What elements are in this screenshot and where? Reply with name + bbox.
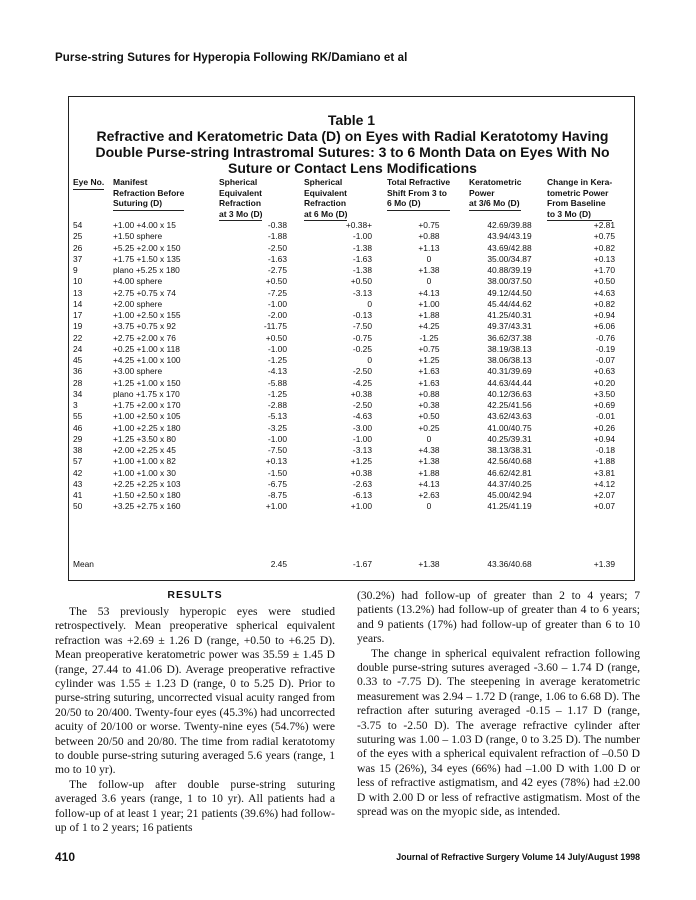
cell-sph6: -4.25	[352, 377, 372, 388]
cell-eye: 25	[73, 231, 83, 242]
cell-change: +2.81	[593, 220, 615, 230]
cell-change: +0.26	[593, 422, 615, 433]
cell-sph3: -2.75	[267, 265, 287, 275]
mean-sph3: 2.45	[270, 559, 287, 569]
table-row	[69, 231, 634, 242]
cell-manifest: +1.50 sphere	[113, 231, 163, 242]
cell-kera: 42.25/41.56	[487, 400, 532, 410]
cell-sph3: -2.50	[267, 242, 287, 253]
cell-eye: 26	[73, 242, 83, 253]
cell-eye: 42	[73, 467, 83, 478]
cell-sph3: -4.13	[267, 366, 287, 377]
table-row	[69, 299, 634, 310]
header-kera: Keratometric Power at 3/6 Mo (D)	[469, 177, 521, 211]
cell-manifest: +2.00 +2.25 x 45	[113, 445, 176, 455]
table-row	[69, 434, 634, 445]
table-row	[69, 276, 634, 287]
cell-sph6: -1.00	[352, 231, 372, 242]
cell-manifest: +5.25 +2.00 x 150	[113, 242, 181, 253]
cell-eye: 29	[73, 433, 83, 444]
cell-change: +0.69	[593, 400, 615, 410]
cell-eye: 46	[73, 422, 83, 433]
cell-sph3: -1.88	[267, 231, 287, 242]
cell-sph3: -11.75	[263, 321, 287, 332]
cell-change: -0.01	[595, 411, 615, 422]
cell-kera: 45.00/42.94	[487, 490, 532, 500]
cell-eye: 22	[73, 332, 83, 343]
cell-sph6: -6.13	[352, 490, 372, 500]
header-sph6: Spherical Equivalent Refraction at 6 Mo (D)	[304, 177, 347, 221]
cell-eye: 50	[73, 501, 83, 512]
table-title: Refractive and Keratometric Data (D) on Eyes with Radial Keratotomy Having Double Purse-string Intrastromal Sutures: 3 to 6 Month Data on Eyes With No Suture or Contact Lens Modifications	[95, 128, 610, 176]
cell-manifest: +1.00 +1.00 x 82	[113, 456, 176, 467]
cell-change: +3.81	[593, 467, 615, 478]
cell-kera: 45.44/44.62	[487, 298, 532, 309]
cell-sph3: -1.00	[267, 433, 287, 444]
cell-shift: +0.25	[418, 422, 440, 433]
cell-manifest: +1.50 +2.50 x 180	[113, 490, 181, 500]
cell-kera: 49.12/44.50	[487, 287, 532, 298]
cell-sph3: -3.25	[267, 422, 287, 433]
cell-change: +0.94	[593, 310, 615, 320]
cell-manifest: +0.25 +1.00 x 118	[113, 343, 180, 354]
cell-manifest: +2.75 +2.00 x 76	[113, 332, 176, 343]
cell-shift: +1.88	[418, 467, 440, 478]
cell-shift: +1.38	[418, 265, 440, 275]
cell-manifest: +1.75 +1.50 x 135	[113, 253, 181, 264]
header-shift: Total Refractive Shift From 3 to 6 Mo (D)	[387, 177, 450, 211]
cell-eye: 3	[73, 400, 78, 410]
cell-eye: 34	[73, 388, 83, 399]
cell-sph6: -7.50	[352, 321, 372, 332]
cell-sph3: -7.25	[267, 287, 287, 298]
cell-kera: 38.06/38.13	[487, 355, 532, 365]
cell-sph6: -2.50	[352, 366, 372, 377]
cell-kera: 43.69/42.88	[487, 242, 532, 253]
mean-change: +1.39	[593, 559, 615, 569]
cell-shift: +1.25	[418, 355, 440, 365]
cell-shift: 0	[426, 253, 432, 264]
cell-manifest: +1.25 +3.50 x 80	[113, 433, 176, 444]
cell-sph6: -0.13	[352, 310, 372, 320]
cell-sph3: -2.00	[267, 310, 287, 320]
cell-shift: +0.50	[418, 411, 440, 422]
cell-sph6: -2.50	[352, 400, 372, 410]
cell-manifest: +1.00 +2.25 x 180	[113, 422, 181, 433]
cell-kera: 41.25/41.19	[487, 501, 532, 512]
cell-eye: 36	[73, 366, 83, 377]
cell-eye: 19	[73, 321, 83, 332]
cell-manifest: +4.25 +1.00 x 100	[113, 355, 181, 365]
paragraph: (30.2%) had follow-up of greater than 2 to 4 years; 7 patients (13.2%) had follow-up of greater than 4 to 6 years; and 9 patients (17%) had follow-up of greater than 6 to 10 years.	[357, 589, 640, 646]
cell-change: +0.82	[593, 242, 615, 253]
cell-manifest: +1.75 +2.00 x 170	[113, 400, 181, 410]
cell-kera: 41.00/40.75	[487, 422, 532, 433]
cell-change: +6.06	[593, 321, 615, 332]
table-row	[69, 288, 634, 299]
cell-sph3: -6.75	[267, 478, 287, 489]
cell-sph3: +0.13	[265, 456, 287, 467]
cell-shift: +2.63	[418, 490, 440, 500]
cell-sph6: -2.63	[352, 478, 372, 489]
cell-sph6: +0.38+	[345, 220, 372, 230]
cell-sph6: 0	[367, 298, 372, 309]
cell-sph3: -0.38	[267, 220, 287, 230]
cell-change: +0.13	[593, 253, 615, 264]
cell-change: +0.63	[593, 366, 615, 377]
cell-eye: 10	[73, 276, 83, 287]
table-row	[69, 490, 634, 501]
cell-sph6: +0.38	[350, 467, 372, 478]
paragraph: The 53 previously hyperopic eyes were studied retrospectively. Mean preoperative spherical equivalent refraction was +2.69 ± 1.26 D (range, +0.50 to +6.25 D). Mean preoperative keratometric power was 35.59 ± 1.45 D (range, 27.44 to 41.06 D). Average preoperative refractive cylinder was 1.55 ± 1.23 D (range, 0 to 5.25 D). Prior to purse-string suturing, uncorrected visual acuity ranged from 20/50 to 20/400. Twenty-four eyes (45.3%) had uncorrected acuity of 20/100 or worse. Twenty-nine eyes (54.7%) were between 20/50 and 20/80. The time from radial keratotomy to double purse-string suturing averaged 5.6 years (range, 1 mo to 10 yr).	[55, 605, 335, 777]
cell-eye: 17	[73, 310, 83, 320]
table-row	[69, 321, 634, 332]
cell-eye: 41	[73, 490, 83, 500]
cell-shift: 0	[426, 276, 432, 287]
table-row	[69, 389, 634, 400]
cell-change: +4.12	[593, 478, 615, 489]
cell-shift: +1.38	[418, 456, 440, 467]
cell-kera: 41.25/40.31	[487, 310, 532, 320]
cell-sph6: -3.13	[352, 287, 372, 298]
cell-sph6: -3.13	[352, 445, 372, 455]
cell-sph3: -5.88	[267, 377, 287, 388]
cell-kera: 36.62/37.38	[487, 332, 532, 343]
cell-change: -0.76	[595, 332, 615, 343]
cell-change: +0.07	[593, 501, 615, 512]
table-row	[69, 501, 634, 512]
cell-sph6: -3.00	[352, 422, 372, 433]
cell-shift: 0	[426, 433, 432, 444]
table-row	[69, 310, 634, 321]
cell-eye: 37	[73, 253, 83, 264]
cell-manifest: +4.00 sphere	[113, 276, 163, 287]
cell-eye: 28	[73, 377, 83, 388]
cell-kera: 44.37/40.25	[487, 478, 532, 489]
table-row	[69, 333, 634, 344]
page-number: 410	[55, 850, 76, 864]
cell-kera: 43.62/43.63	[487, 411, 532, 422]
cell-manifest: +3.75 +0.75 x 92	[113, 321, 176, 332]
table-row	[69, 423, 634, 434]
table-row	[69, 468, 634, 479]
cell-kera: 40.31/39.69	[487, 366, 532, 377]
cell-change: -0.18	[595, 445, 615, 455]
cell-change: -0.19	[595, 343, 615, 354]
cell-sph6: +0.50	[350, 276, 372, 287]
cell-shift: +0.75	[418, 343, 440, 354]
cell-change: +0.20	[593, 377, 615, 388]
cell-kera: 46.62/42.81	[487, 467, 532, 478]
cell-sph3: -1.63	[267, 253, 287, 264]
cell-kera: 38.19/38.13	[487, 343, 532, 354]
cell-shift: +4.13	[418, 478, 440, 489]
cell-sph3: +0.50	[265, 276, 287, 287]
table-row	[69, 265, 634, 276]
header-change: Change in Kera- tometric Power From Baseline to 3 Mo (D)	[547, 177, 612, 221]
table-row	[69, 479, 634, 490]
cell-eye: 38	[73, 445, 83, 455]
cell-eye: 54	[73, 220, 83, 230]
mean-shift: +1.38	[418, 559, 440, 569]
journal-footer: Journal of Refractive Surgery Volume 14 July/August 1998	[396, 852, 640, 862]
mean-sph6: -1.67	[352, 559, 372, 569]
cell-sph6: -0.25	[352, 343, 372, 354]
table-row	[69, 220, 634, 231]
cell-shift: -1.25	[419, 332, 439, 343]
cell-kera: 35.00/34.87	[487, 253, 532, 264]
cell-eye: 55	[73, 411, 83, 422]
cell-shift: +0.88	[418, 231, 440, 242]
cell-change: +3.50	[593, 388, 615, 399]
cell-change: +4.63	[593, 287, 615, 298]
cell-shift: +4.25	[418, 321, 440, 332]
cell-shift: +4.13	[418, 287, 440, 298]
header-eye: Eye No.	[73, 177, 104, 190]
table-row	[69, 378, 634, 389]
cell-eye: 9	[73, 265, 78, 275]
cell-shift: +1.13	[418, 242, 440, 253]
cell-manifest: +3.25 +2.75 x 160	[113, 501, 181, 512]
table-row	[69, 355, 634, 366]
cell-kera: 43.94/43.19	[487, 231, 532, 242]
cell-sph3: -8.75	[267, 490, 287, 500]
cell-sph3: -2.88	[267, 400, 287, 410]
cell-shift: +1.88	[418, 310, 440, 320]
cell-eye: 24	[73, 343, 83, 354]
cell-manifest: +1.00 +1.00 x 30	[113, 467, 176, 478]
header-sph3: Spherical Equivalent Refraction at 3 Mo (D)	[219, 177, 262, 221]
cell-eye: 13	[73, 287, 83, 298]
mean-kera: 43.36/40.68	[487, 559, 532, 569]
cell-sph3: +1.00	[265, 501, 287, 512]
cell-shift: +1.63	[418, 366, 440, 377]
cell-sph3: -7.50	[267, 445, 287, 455]
text-column-left	[55, 589, 335, 836]
cell-sph3: -1.25	[267, 355, 287, 365]
cell-shift: +0.75	[418, 220, 440, 230]
data-table	[68, 96, 635, 581]
cell-change: +0.50	[593, 276, 615, 287]
cell-kera: 38.00/37.50	[487, 276, 532, 287]
cell-sph6: +1.25	[350, 456, 372, 467]
cell-sph6: -1.00	[352, 433, 372, 444]
cell-shift: +1.63	[418, 377, 440, 388]
cell-shift: +0.88	[418, 388, 440, 399]
cell-sph3: -1.50	[267, 467, 287, 478]
cell-change: +2.07	[593, 490, 615, 500]
cell-manifest: +1.00 +2.50 x 155	[113, 310, 181, 320]
cell-shift: +0.38	[418, 400, 440, 410]
cell-sph3: -5.13	[267, 411, 287, 422]
cell-sph6: 0	[367, 355, 372, 365]
cell-sph6: +0.38	[350, 388, 372, 399]
cell-sph6: -1.38	[352, 265, 372, 275]
table-row	[69, 254, 634, 265]
cell-kera: 38.13/38.31	[487, 445, 532, 455]
table-row	[69, 243, 634, 254]
mean-label: Mean	[73, 559, 94, 569]
cell-kera: 40.88/39.19	[487, 265, 532, 275]
cell-manifest: +2.00 sphere	[113, 298, 163, 309]
cell-sph6: -0.75	[352, 332, 372, 343]
table-row	[69, 366, 634, 377]
results-heading: RESULTS	[167, 589, 223, 601]
table-row	[69, 445, 634, 456]
cell-eye: 57	[73, 456, 83, 467]
running-head: Purse-string Sutures for Hyperopia Following RK/Damiano et al	[55, 52, 408, 64]
cell-sph6: +1.00	[350, 501, 372, 512]
table-row	[69, 411, 634, 422]
cell-change: +0.75	[593, 231, 615, 242]
cell-change: +1.88	[593, 456, 615, 467]
cell-eye: 14	[73, 298, 83, 309]
cell-kera: 40.12/36.63	[487, 388, 532, 399]
table-row	[69, 344, 634, 355]
cell-sph6: -1.63	[352, 253, 372, 264]
table-body	[69, 220, 634, 513]
cell-manifest: +1.25 +1.00 x 150	[113, 377, 181, 388]
cell-sph3: -1.00	[267, 298, 287, 309]
cell-change: +0.82	[593, 298, 615, 309]
paragraph: The follow-up after double purse-string suturing averaged 3.6 years (range, 1 to 10 yr). All patients had a follow-up of at least 1 year; 21 patients (39.6%) had follow-up of 1 to 2 years; 16 patients	[55, 777, 335, 835]
cell-kera: 44.63/44.44	[487, 377, 532, 388]
cell-shift: +1.00	[418, 298, 440, 309]
cell-sph6: -1.38	[352, 242, 372, 253]
cell-manifest: +1.00 +4.00 x 15	[113, 220, 176, 230]
cell-sph6: -4.63	[352, 411, 372, 422]
cell-sph3: +0.50	[265, 332, 287, 343]
paragraph: The change in spherical equivalent refraction following double purse-string sutures averaged -3.60 – 1.74 D (range, 0.33 to -7.75 D). The steepening in average keratometric measurement was 2.94 – 1.72 D (range, 1.06 to 6.68 D). The refraction after suturing averaged -0.15 – 1.17 D (range, -3.75 to -2.50 D). The average refractive cylinder after suturing was 1.00 – 1.03 D (range, 0 to 3.25 D). The number of the eyes with a spherical equivalent refraction of –0.50 D was 15 (26%), 34 eyes (66%) had –1.00 D with 1.00 D or less of refractive astigmatism, and 42 eyes (78%) had ±2.00 D with 2.00 D or less of refractive astigmatism. Most of the spread was on the myopic side, as intended.	[357, 646, 640, 819]
cell-kera: 49.37/43.31	[487, 321, 532, 332]
cell-change: +0.94	[593, 433, 615, 444]
cell-shift: 0	[426, 501, 432, 512]
cell-manifest: +3.00 sphere	[113, 366, 163, 377]
table-label: Table 1	[327, 112, 376, 128]
table-row	[69, 400, 634, 411]
cell-manifest: plano +1.75 x 170	[113, 388, 180, 399]
cell-manifest: +2.75 +0.75 x 74	[113, 287, 176, 298]
cell-manifest: +1.00 +2.50 x 105	[113, 411, 181, 422]
text-column-right	[357, 589, 640, 820]
table-row	[69, 456, 634, 467]
cell-kera: 42.56/40.68	[487, 456, 532, 467]
cell-sph3: -1.25	[267, 388, 287, 399]
cell-eye: 45	[73, 355, 83, 365]
cell-manifest: +2.25 +2.25 x 103	[113, 478, 181, 489]
header-manifest: Manifest Refraction Before Suturing (D)	[113, 177, 184, 211]
cell-manifest: plano +5.25 x 180	[113, 265, 180, 275]
cell-change: +1.70	[593, 265, 615, 275]
table-row-mean	[69, 558, 634, 570]
cell-eye: 43	[73, 478, 83, 489]
cell-change: -0.07	[595, 355, 615, 365]
cell-sph3: -1.00	[267, 343, 287, 354]
cell-kera: 40.25/39.31	[487, 433, 532, 444]
cell-kera: 42.69/39.88	[487, 220, 532, 230]
cell-shift: +4.38	[418, 445, 440, 455]
